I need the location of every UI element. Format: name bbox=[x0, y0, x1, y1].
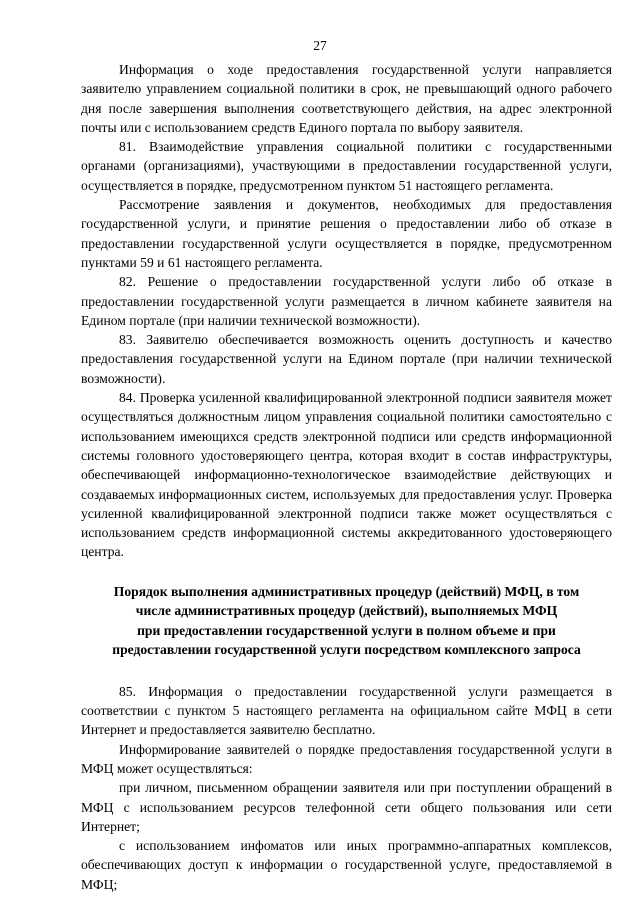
paragraph-infomats: с использованием инфоматов или иных программно-аппаратных комплексов, обеспечивающих доступ к информации о государственной услуге, предоставляемой в МФЦ; bbox=[81, 838, 612, 892]
heading-line: при предоставлении государственной услуги в полном объеме и при bbox=[137, 622, 556, 638]
paragraph-informing: Информирование заявителей о порядке предоставления государственной услуги в МФЦ может осуществляться: bbox=[81, 741, 612, 776]
paragraph-83: 83. Заявителю обеспечивается возможность оценить доступность и качество предоставления государственной услуги на Едином портале (при наличии технической возможности). bbox=[81, 332, 612, 386]
heading-line: числе административных процедур (действий), выполняемых МФЦ bbox=[135, 603, 558, 619]
paragraph-84: 84. Проверка усиленной квалифицированной электронной подписи заявителя может осуществляться должностным лицом управления социальной политики самостоятельно с использованием имеющихся средств электронной подписи или средств информационной системы головного удостоверяющего центра, которая входит в состав инфраструктуры, обеспечивающей информационно-технологическое взаимодействие действующих и создаваемых информационных систем, используемых для предоставления услуг. Проверка усиленной квалифицированной электронной подписи также может осуществляться с использованием средств информационной системы аккредитованного удостоверяющего центра. bbox=[81, 390, 612, 560]
page-number: 27 bbox=[313, 38, 327, 53]
heading-line: предоставлении государственной услуги посредством комплексного запроса bbox=[112, 642, 581, 658]
paragraph-85: 85. Информация о предоставлении государственной услуги размещается в соответствии с пунктом 5 настоящего регламента на официальном сайте МФЦ в сети Интернет и предоставляется заявителю бесплатно. bbox=[81, 683, 612, 738]
section-heading bbox=[81, 582, 612, 660]
paragraph-81: 81. Взаимодействие управления социальной политики с государственными органами (организациями), участвующими в предоставлении государственной услуги, осуществляется в порядке, предусмотренном пунктом 51 настоящего регламента. bbox=[81, 139, 612, 193]
paragraph-review: Рассмотрение заявления и документов, необходимых для предоставления государственной услуги, и принятие решения о предоставлении либо об отказе в предоставлении государственной услуги осуществляется в порядке, предусмотренном пунктами 59 и 61 настоящего регламента. bbox=[81, 197, 612, 270]
heading-line: Порядок выполнения административных процедур (действий) МФЦ, в том bbox=[113, 583, 580, 599]
paragraph-82: 82. Решение о предоставлении государственной услуги либо об отказе в предоставлении государственной услуги размещается в личном кабинете заявителя на Едином портале (при наличии технической возможности). bbox=[81, 274, 612, 328]
document-body bbox=[81, 60, 612, 894]
paragraph-info-progress: Информация о ходе предоставления государственной услуги направляется заявителю управлением социальной политики в срок, не превышающий одного рабочего дня после завершения выполнения соответствующего действия, на адрес электронной почты или с использованием средств Единого портала по выбору заявителя. bbox=[81, 62, 612, 135]
paragraph-personal-appeal: при личном, письменном обращении заявителя или при поступлении обращений в МФЦ с использованием ресурсов телефонной сети общего пользования или сети Интернет; bbox=[81, 780, 612, 834]
